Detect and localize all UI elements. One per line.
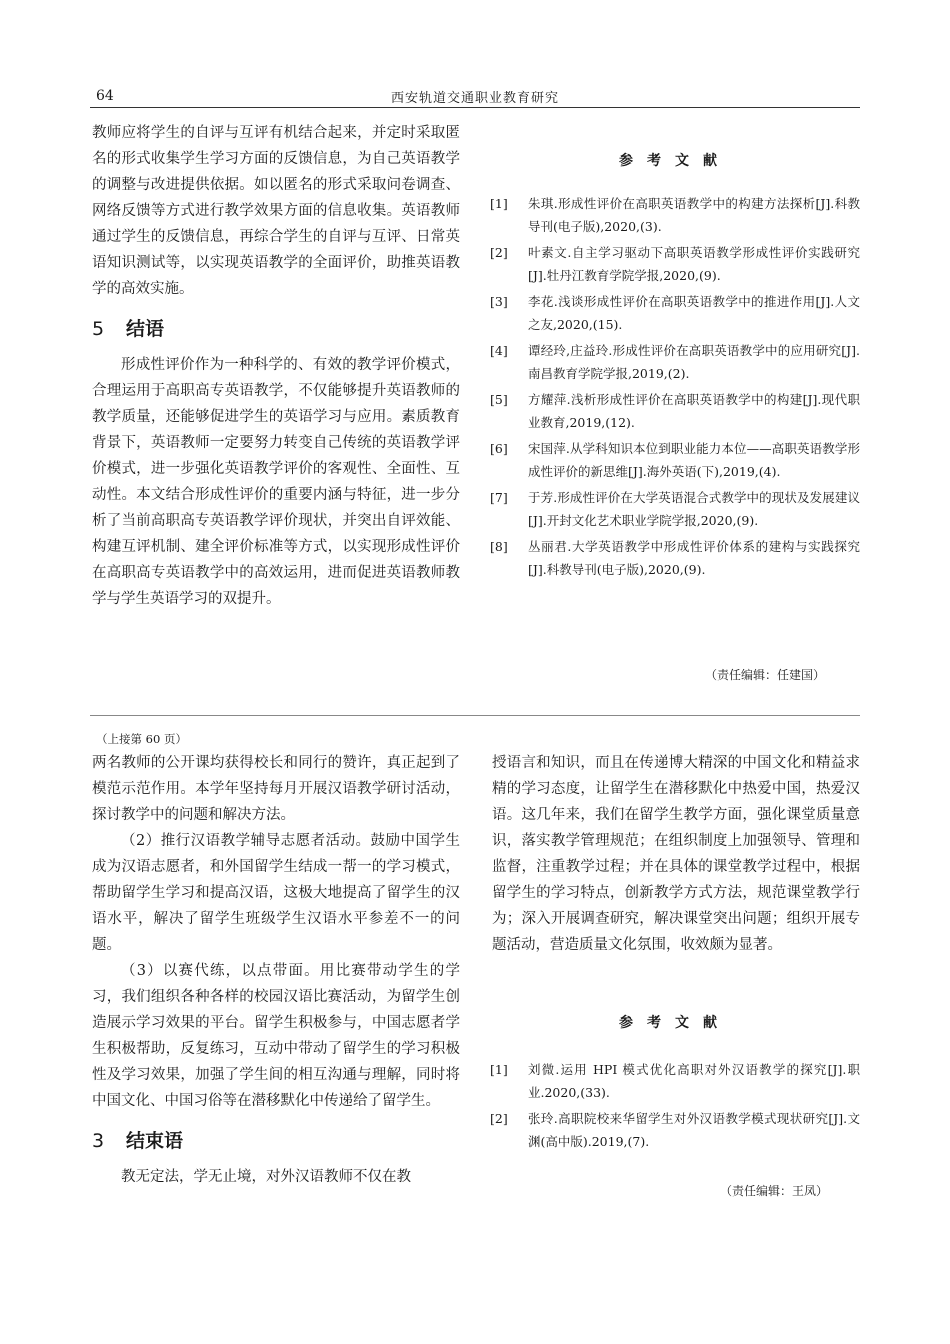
references-heading: 参考文献	[619, 153, 731, 169]
section-heading	[92, 1128, 460, 1154]
header-rule	[90, 107, 860, 108]
editor-note: （责任编辑：王凤）	[720, 1184, 829, 1198]
journal-title: 西安轨道交通职业教育研究	[390, 91, 559, 106]
top-left-column	[92, 120, 460, 612]
body-paragraph: （3）以赛代练，以点带面。用比赛带动学生的学习，我们组织各种各样的校园汉语比赛活动，为留学生创造展示学习效果的平台。留学生积极参与，中国志愿者学生积极帮助，反复练习，互动中带动了留学生的学习积极性及学习效果，加强了学生间的相互沟通与理解，同时将中国文化、中国习俗等在潜移默化中传递给了留学生。	[92, 963, 460, 1109]
reference-item: [2] 张玲.高职院校来华留学生对外汉语教学模式现状研究[J].文渊(高中版).2019,(7).	[490, 1111, 860, 1149]
section-title: 结束语	[126, 1130, 184, 1152]
continuation-note: （上接第 60 页）	[96, 732, 187, 746]
references-list	[490, 192, 860, 581]
references-list	[490, 1058, 860, 1153]
reference-item: [2] 叶素文.自主学习驱动下高职英语教学形成性评价实践研究[J].牡丹江教育学院学报,2020,(9).	[490, 245, 860, 283]
page-number: 64	[96, 88, 114, 104]
reference-item: [3] 李花.浅谈形成性评价在高职英语教学中的推进作用[J].人文之友,2020,(15).	[490, 294, 860, 332]
section-number: 5	[92, 318, 105, 340]
body-paragraph: 教无定法，学无止境，对外汉语教师不仅在教	[121, 1169, 411, 1185]
body-paragraph: 授语言和知识，而且在传递博大精深的中国文化和精益求精的学习态度，让留学生在潜移默化中热爱中国，热爱汉语。这几年来，我们在留学生教学方面，强化课堂质量意识，落实教学管理规范；在组织制度上加强领导、管理和监督，注重教学过程；并在具体的课堂教学过程中，根据留学生的学习特点，创新教学方式方法，规范课堂教学行为；深入开展调查研究，解决课堂突出问题；组织开展专题活动，营造质量文化氛围，收效颇为显著。	[492, 755, 860, 953]
section-title: 结语	[126, 318, 165, 340]
conclusion-paragraph: 形成性评价作为一种科学的、有效的教学评价模式，合理运用于高职高专英语教学，不仅能够提升英语教师的教学质量，还能够促进学生的英语学习与应用。素质教育背景下，英语教师一定要努力转变自己传统的英语教学评价模式，进一步强化英语教学评价的客观性、全面性、互动性。本文结合形成性评价的重要内涵与特征，进一步分析了当前高职高专英语教学评价现状，并突出自评效能、构建互评机制、建全评价标准等方式，以实现形成性评价在高职高专英语教学中的高效运用，进而促进英语教师教学与学生英语学习的双提升。	[92, 357, 460, 607]
article-divider	[90, 715, 860, 716]
bottom-right-column	[492, 750, 860, 958]
body-paragraph: （2）推行汉语教学辅导志愿者活动。鼓励中国学生成为汉语志愿者，和外国留学生结成一帮一的学习模式，帮助留学生学习和提高汉语，这极大地提高了留学生的汉语水平，解决了留学生班级学生汉语水平参差不一的问题。	[92, 833, 460, 953]
reference-item: [4] 谭经玲,庄益玲.形成性评价在高职英语教学中的应用研究[J].南昌教育学院学报,2019,(2).	[490, 343, 860, 381]
references-heading: 参考文献	[619, 1015, 731, 1031]
section-heading	[92, 316, 460, 342]
reference-item: [5] 方耀萍.浅析形成性评价在高职英语教学中的构建[J].现代职业教育,2019,(12).	[490, 392, 860, 430]
editor-note: （责任编辑：任建国）	[705, 668, 826, 682]
reference-item: [7] 于芳.形成性评价在大学英语混合式教学中的现状及发展建议[J].开封文化艺术职业学院学报,2020,(9).	[490, 490, 860, 528]
reference-item: [6] 宋国萍.从学科知识本位到职业能力本位——高职英语教学形成性评价的新思维[J].海外英语(下),2019,(4).	[490, 441, 860, 479]
body-paragraph: 两名教师的公开课均获得校长和同行的赞许，真正起到了模范示范作用。本学年坚持每月开展汉语教学研讨活动，探讨教学中的问题和解决方法。	[92, 755, 460, 823]
reference-item: [1] 刘微.运用 HPI 模式优化高职对外汉语教学的探究[J].职业.2020,(33).	[490, 1062, 860, 1100]
bottom-references	[490, 1010, 860, 1156]
reference-item: [8] 丛丽君.大学英语教学中形成性评价体系的建构与实践探究[J].科教导刊(电子版),2020,(9).	[490, 539, 860, 577]
reference-item: [1] 朱琪.形成性评价在高职英语教学中的构建方法探析[J].科教导刊(电子版),2020,(3).	[490, 196, 860, 234]
top-right-column	[490, 148, 860, 584]
section-number: 3	[92, 1130, 105, 1152]
conclusion-lead-paragraph: 教师应将学生的自评与互评有机结合起来，并定时采取匿名的形式收集学生学习方面的反馈信息，为自己英语教学的调整与改进提供依据。如以匿名的形式采取问卷调查、网络反馈等方式进行教学效果方面的信息收集。英语教师通过学生的反馈信息，再综合学生的自评与互评、日常英语知识测试等，以实现英语教学的全面评价，助推英语教学的高效实施。	[92, 125, 460, 297]
bottom-left-column	[92, 750, 460, 1190]
